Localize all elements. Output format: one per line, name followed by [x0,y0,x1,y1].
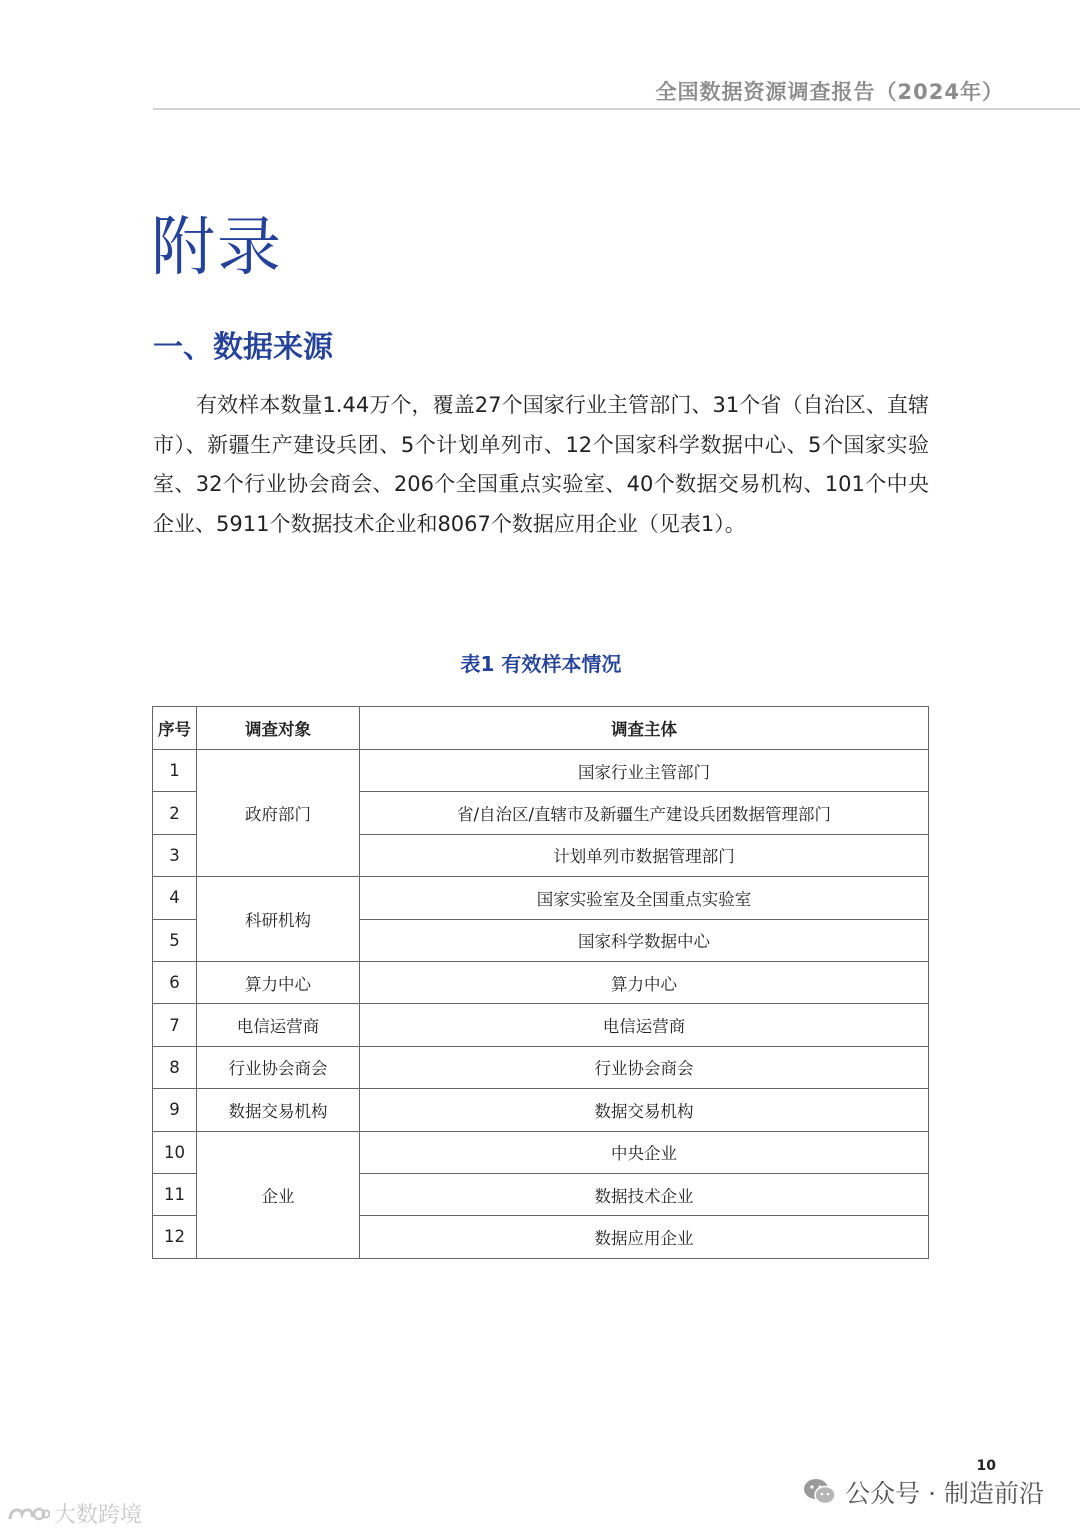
row-subject: 省/自治区/直辖市及新疆生产建设兵团数据管理部门 [360,792,929,834]
body-paragraph: 有效样本数量1.44万个，覆盖27个国家行业主管部门、31个省（自治区、直辖市）、新疆生产建设兵团、5个计划单列市、12个国家科学数据中心、5个国家实验室、32个行业协会商会、206个全国重点实验室、40个数据交易机构、101个中央企业、5911个数据技术企业和8067个数据应用企业（见表1）。 [153,393,929,536]
watermark-text: 公众号 · 制造前沿 [845,1479,1044,1508]
row-no: 1 [153,750,197,792]
samples-table [152,706,929,1259]
row-object: 政府部门 [197,750,360,877]
table-row [153,1131,929,1173]
row-subject: 数据交易机构 [360,1089,929,1131]
report-header-title: 全国数据资源调查报告（2024年） [655,80,1004,104]
header-subject: 调查主体 [360,707,929,750]
row-no: 7 [153,1004,197,1046]
table-row [153,877,929,919]
row-no: 10 [153,1131,197,1173]
header-no: 序号 [153,707,197,750]
wechat-icon [803,1477,837,1507]
row-object: 数据交易机构 [197,1089,360,1131]
logo-icon [6,1503,50,1525]
row-no: 11 [153,1173,197,1215]
row-object: 行业协会商会 [197,1046,360,1088]
header-object: 调查对象 [197,707,360,750]
row-object: 科研机构 [197,877,360,962]
row-subject: 数据技术企业 [360,1173,929,1215]
row-no: 9 [153,1089,197,1131]
watermark-wechat [803,1474,1044,1510]
table-row [153,1004,929,1046]
row-object: 企业 [197,1131,360,1258]
table-row [153,1046,929,1088]
table-header-row [153,707,929,750]
row-subject: 计划单列市数据管理部门 [360,834,929,876]
page-number: 10 [976,1458,996,1474]
row-no: 8 [153,1046,197,1088]
row-no: 12 [153,1216,197,1258]
row-subject: 行业协会商会 [360,1046,929,1088]
row-object: 电信运营商 [197,1004,360,1046]
row-no: 5 [153,919,197,961]
row-subject: 电信运营商 [360,1004,929,1046]
row-no: 2 [153,792,197,834]
table-caption: 表1 有效样本情况 [460,652,622,676]
header-divider [153,108,1080,110]
table-row [153,961,929,1003]
section-heading: 一、数据来源 [153,330,333,365]
row-subject: 数据应用企业 [360,1216,929,1258]
table-row [153,750,929,792]
row-subject: 国家科学数据中心 [360,919,929,961]
row-object: 算力中心 [197,961,360,1003]
row-no: 6 [153,961,197,1003]
table-row [153,1089,929,1131]
row-subject: 算力中心 [360,961,929,1003]
row-no: 3 [153,834,197,876]
row-subject: 国家行业主管部门 [360,750,929,792]
watermark-brand-text: 大数跨境 [54,1503,143,1528]
row-subject: 国家实验室及全国重点实验室 [360,877,929,919]
page-title: 附录 [151,211,283,285]
watermark-brand [6,1498,142,1529]
row-no: 4 [153,877,197,919]
row-subject: 中央企业 [360,1131,929,1173]
